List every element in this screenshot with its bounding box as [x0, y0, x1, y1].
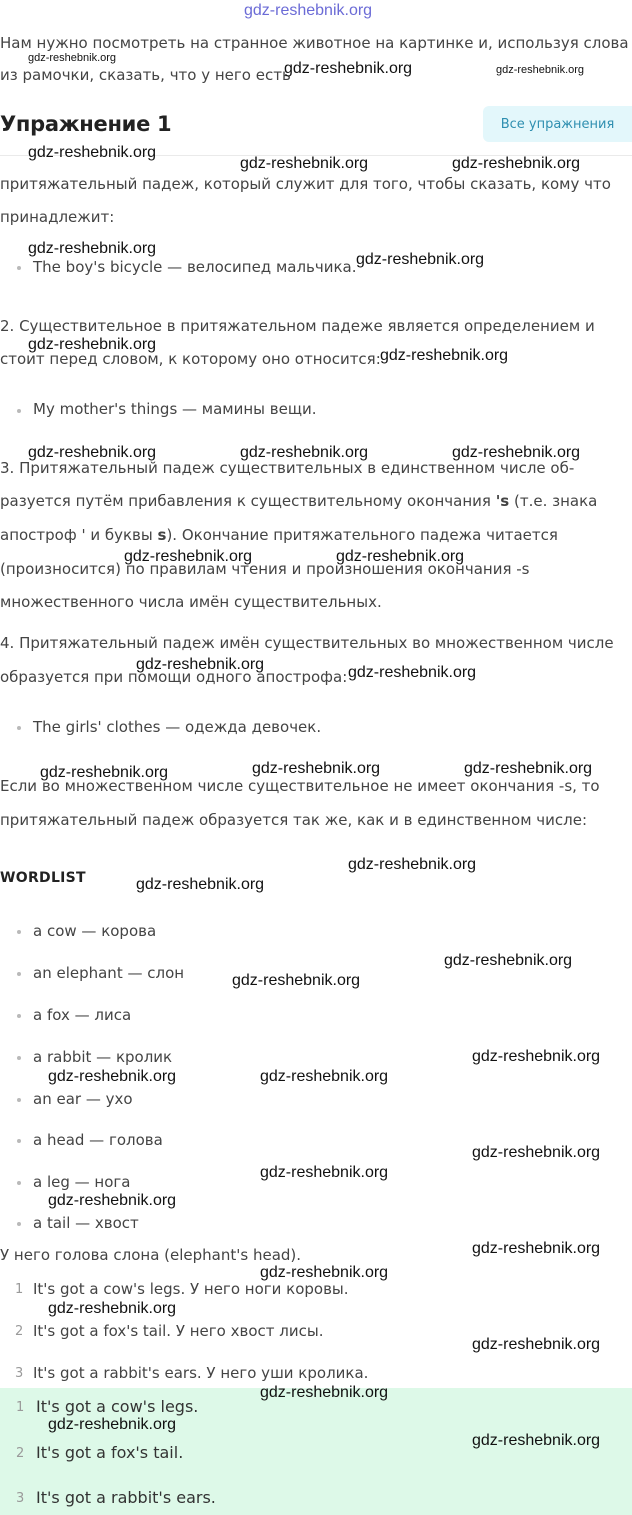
- suffix-bold: 's: [495, 492, 510, 510]
- watermark: gdz-reshebnik.org: [348, 664, 477, 681]
- watermark: gdz-reshebnik.org: [472, 1144, 601, 1161]
- watermark: gdz-reshebnik.org: [284, 60, 413, 77]
- wordlist-item: an elephant — слон: [33, 964, 185, 982]
- watermark: gdz-reshebnik.org: [48, 1068, 177, 1085]
- watermark: gdz-reshebnik.org: [472, 1048, 601, 1065]
- watermark: gdz-reshebnik.org: [240, 155, 369, 172]
- text-part: апостроф ' и буквы: [0, 526, 158, 544]
- watermark: gdz-reshebnik.org: [472, 1240, 601, 1257]
- watermark: gdz-reshebnik.org: [28, 336, 157, 353]
- wordlist-item: an ear — ухо: [33, 1090, 133, 1108]
- watermark: gdz-reshebnik.org: [496, 64, 585, 76]
- watermark: gdz-reshebnik.org: [48, 1192, 177, 1209]
- translation-number: 2: [15, 1324, 24, 1339]
- watermark: gdz-reshebnik.org: [260, 1264, 389, 1281]
- theory-p3-line-2: [0, 492, 597, 510]
- watermark: gdz-reshebnik.org: [260, 1384, 389, 1401]
- answer-number: 3: [16, 1491, 25, 1506]
- watermark: gdz-reshebnik.org: [48, 1300, 177, 1317]
- wordlist-item: a head — голова: [33, 1131, 163, 1149]
- intro-line-2: из рамочки, сказать, что у него есть: [0, 66, 291, 84]
- watermark: gdz-reshebnik.org: [452, 444, 581, 461]
- watermark: gdz-reshebnik.org: [28, 240, 157, 257]
- translation-item: It's got a fox's tail. У него хвост лисы.: [33, 1322, 324, 1340]
- theory-p1-line-1: притяжательный падеж, который служит для того, чтобы сказать, кому что: [0, 175, 611, 193]
- answer-item: It's got a rabbit's ears.: [36, 1488, 216, 1507]
- answer-item: It's got a fox's tail.: [36, 1443, 184, 1462]
- letter-bold: s: [157, 526, 167, 544]
- theory-p5-line-2: притяжательный падеж образуется так же, как и в единственном числе:: [0, 811, 588, 829]
- text-part: ). Окончание притяжательного падежа читается: [166, 526, 558, 544]
- translation-number: 1: [15, 1282, 24, 1297]
- text-part: разуется путём прибавления к существительному окончания: [0, 492, 496, 510]
- theory-p1-line-2: принадлежит:: [0, 208, 115, 226]
- answer-number: 2: [16, 1446, 25, 1461]
- watermark: gdz-reshebnik.org: [472, 1432, 601, 1449]
- bullet-icon: [17, 1181, 21, 1185]
- wordlist-item: a tail — хвост: [33, 1214, 139, 1232]
- watermark: gdz-reshebnik.org: [472, 1336, 601, 1353]
- watermark: gdz-reshebnik.org: [380, 347, 509, 364]
- theory-p3-line-1: 3. Притяжательный падеж существительных в единственном числе об-: [0, 459, 575, 477]
- bullet-icon: [17, 1098, 21, 1102]
- translation-number: 3: [15, 1366, 24, 1381]
- theory-p4-line-2: образуется при помощи одного апострофа:: [0, 668, 348, 686]
- theory-p5-line-1: Если во множественном числе существительное не имеет окончания -s, то: [0, 777, 600, 795]
- watermark: gdz-reshebnik.org: [136, 876, 265, 893]
- bullet-icon: [17, 1056, 21, 1060]
- watermark: gdz-reshebnik.org: [452, 155, 581, 172]
- watermark: gdz-reshebnik.org: [124, 548, 253, 565]
- theory-p3-line-5: множественного числа имён существительных.: [0, 593, 382, 611]
- bullet-icon: [17, 266, 21, 270]
- watermark: gdz-reshebnik.org: [260, 1164, 389, 1181]
- theory-p2-line-1: 2. Существительное в притяжательном падеже является определением и: [0, 317, 595, 335]
- wordlist-title: WORDLIST: [0, 870, 86, 886]
- bullet-icon: [17, 972, 21, 976]
- intro-line-1: Нам нужно посмотреть на странное животное на картинке и, используя слова: [0, 34, 629, 52]
- theory-p3-line-4: (произносится) по правилам чтения и произношения окончания -s: [0, 560, 530, 578]
- watermark: gdz-reshebnik.org: [28, 444, 157, 461]
- bullet-icon: [17, 1139, 21, 1143]
- bullet-icon: [17, 1014, 21, 1018]
- watermark: gdz-reshebnik.org: [232, 972, 361, 989]
- bullet-icon: [17, 1222, 21, 1226]
- wordlist-item: a leg — нога: [33, 1173, 131, 1191]
- watermark: gdz-reshebnik.org: [240, 444, 369, 461]
- watermark: gdz-reshebnik.org: [356, 251, 485, 268]
- bullet-icon: [17, 726, 21, 730]
- watermark: gdz-reshebnik.org: [28, 144, 157, 161]
- wordlist-item: a cow — корова: [33, 922, 157, 940]
- theory-p4-line-1: 4. Притяжательный падеж имён существительных во множественном числе: [0, 634, 614, 652]
- watermark: gdz-reshebnik.org: [136, 656, 265, 673]
- watermark: gdz-reshebnik.org: [28, 52, 117, 64]
- watermark: gdz-reshebnik.org: [244, 2, 373, 19]
- text-part: (т.е. знака: [509, 492, 598, 510]
- page-title: Упражнение 1: [0, 112, 172, 136]
- theory-example-3: The girls' clothes — одежда девочек.: [33, 718, 322, 736]
- watermark: gdz-reshebnik.org: [444, 952, 573, 969]
- bullet-icon: [17, 409, 21, 413]
- watermark: gdz-reshebnik.org: [252, 760, 381, 777]
- watermark: gdz-reshebnik.org: [260, 1068, 389, 1085]
- answer-number: 1: [16, 1400, 25, 1415]
- theory-p3-line-3: [0, 526, 558, 544]
- translation-item: It's got a rabbit's ears. У него уши кролика.: [33, 1364, 369, 1382]
- watermark: gdz-reshebnik.org: [48, 1416, 177, 1433]
- theory-p2-line-2: стоит перед словом, к которому оно относится:: [0, 350, 381, 368]
- theory-example-1: The boy's bicycle — велосипед мальчика.: [33, 258, 357, 276]
- example-sentence: У него голова слона (elephant's head).: [0, 1246, 302, 1264]
- watermark: gdz-reshebnik.org: [348, 856, 477, 873]
- theory-example-2: My mother's things — мамины вещи.: [33, 400, 317, 418]
- bullet-icon: [17, 930, 21, 934]
- translation-item: It's got a cow's legs. У него ноги коровы.: [33, 1280, 349, 1298]
- wordlist-item: a fox — лиса: [33, 1006, 132, 1024]
- all-exercises-button[interactable]: Все упражнения: [483, 106, 632, 142]
- wordlist-item: a rabbit — кролик: [33, 1048, 173, 1066]
- answer-item: It's got a cow's legs.: [36, 1397, 199, 1416]
- watermark: gdz-reshebnik.org: [336, 548, 465, 565]
- watermark: gdz-reshebnik.org: [40, 764, 169, 781]
- watermark: gdz-reshebnik.org: [464, 760, 593, 777]
